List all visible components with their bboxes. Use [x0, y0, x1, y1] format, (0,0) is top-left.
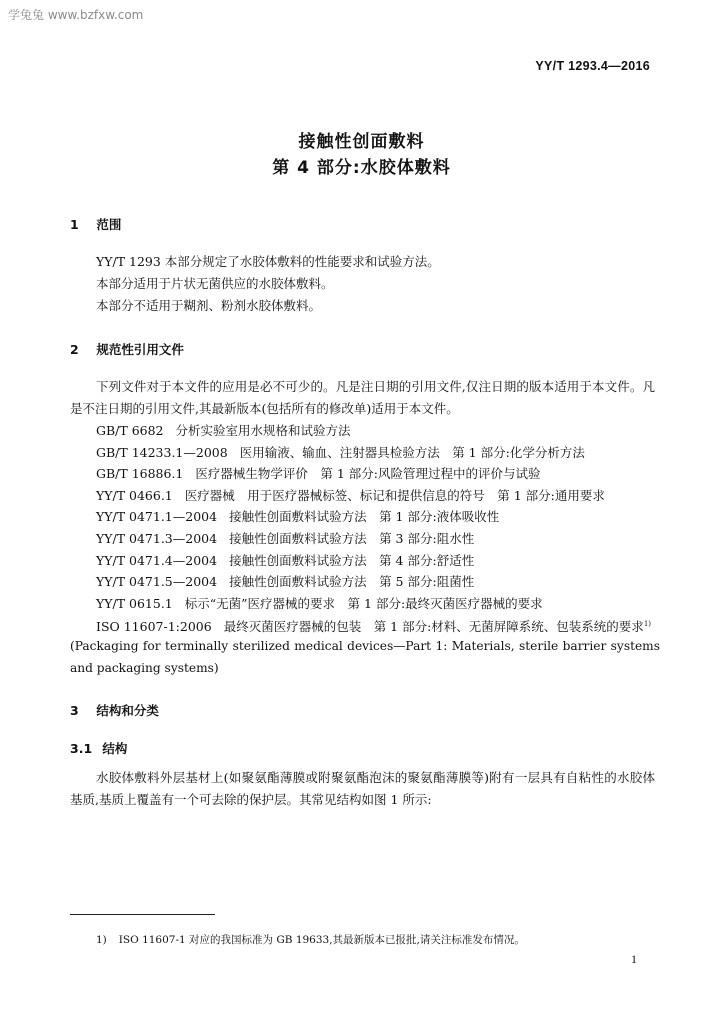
- footnote-mark: 1): [96, 934, 107, 946]
- page-number: 1: [631, 952, 637, 966]
- footnote-text: ISO 11607-1 对应的我国标准为 GB 19633,其最新版本已报批,请关注标准发布情况。: [118, 934, 525, 946]
- section-2-heading: [70, 340, 184, 358]
- reference-title: 医疗器械生物学评价 第 1 部分:风险管理过程中的评价与试验: [195, 466, 541, 482]
- watermark-text: 学兔兔 www.bzfxw.com: [8, 8, 144, 22]
- footnote-reference: 1): [643, 620, 651, 629]
- scope-line-1: YY/T 1293 本部分规定了水胶体敷料的性能要求和试验方法。: [96, 254, 440, 269]
- reference-item: [70, 571, 660, 593]
- reference-title: 接触性创面敷料试验方法 第 1 部分:液体吸收性: [229, 509, 500, 525]
- reference-item: [70, 420, 660, 442]
- structure-paragraph: 水胶体敷料外层基材上(如聚氨酯薄膜或附聚氨酯泡沫的聚氨酯薄膜等)附有一层具有自粘性的水胶体基质,基质上覆盖有一个可去除的保护层。其常见结构如图 1 所示:: [70, 770, 655, 807]
- scope-line-2: 本部分适用于片状无菌供应的水胶体敷料。: [96, 276, 334, 291]
- reference-title: 医用输液、输血、注射器具检验方法 第 1 部分:化学分析方法: [239, 444, 585, 460]
- subsection-3-1-heading: [70, 739, 127, 757]
- reference-title: 医疗器械 用于医疗器械标签、标记和提供信息的符号 第 1 部分:通用要求: [184, 487, 605, 503]
- section-number: 2: [70, 342, 79, 357]
- section-number: 3: [70, 703, 79, 718]
- reference-list: [70, 420, 660, 679]
- subsection-title: 结构: [102, 741, 128, 756]
- reference-code: YY/T 0471.1—2004: [96, 509, 218, 525]
- reference-code: YY/T 0471.5—2004: [96, 574, 218, 590]
- reference-code: GB/T 14233.1—2008: [96, 444, 228, 460]
- reference-code: YY/T 0471.3—2004: [96, 530, 218, 546]
- section-title: 范围: [96, 217, 122, 232]
- reference-code: YY/T 0471.4—2004: [96, 552, 218, 568]
- section-title: 规范性引用文件: [96, 342, 184, 357]
- reference-code: ISO 11607-1:2006: [96, 619, 212, 635]
- section-1-heading: [70, 215, 121, 233]
- reference-code: YY/T 0466.1: [96, 487, 173, 503]
- reference-item: [70, 593, 660, 615]
- reference-code: GB/T 16886.1: [96, 466, 184, 482]
- subsection-number: 3.1: [70, 741, 93, 756]
- footnote: [96, 932, 525, 947]
- reference-item: [70, 614, 660, 636]
- section-number: 1: [70, 217, 79, 232]
- document-code: YY/T 1293.4—2016: [535, 59, 650, 73]
- reference-item: [70, 506, 660, 528]
- scope-line-3: 本部分不适用于糊剂、粉剂水胶体敷料。: [96, 298, 322, 313]
- reference-english-title: (Packaging for terminally sterilized medical devices—Part 1: Materials, sterile barrier systems and packaging systems): [70, 638, 660, 675]
- reference-title: 接触性创面敷料试验方法 第 5 部分:阻菌性: [229, 574, 475, 590]
- section-title: 结构和分类: [96, 703, 159, 718]
- reference-item: [70, 485, 660, 507]
- reference-title: 接触性创面敷料试验方法 第 4 部分:舒适性: [229, 552, 475, 568]
- reference-title: 接触性创面敷料试验方法 第 3 部分:阻水性: [229, 530, 475, 546]
- reference-title: 标示“无菌”医疗器械的要求 第 1 部分:最终灭菌医疗器械的要求: [184, 595, 543, 611]
- document-title: 接触性创面敷料: [298, 132, 425, 152]
- document-subtitle: 第 4 部分:水胶体敷料: [272, 158, 451, 178]
- reference-item: [70, 463, 660, 485]
- reference-code: GB/T 6682: [96, 423, 164, 438]
- reference-item: [70, 550, 660, 572]
- normative-intro-paragraph: 下列文件对于本文件的应用是必不可少的。凡是注日期的引用文件,仅注日期的版本适用于本文件。凡是不注日期的引用文件,其最新版本(包括所有的修改单)适用于本文件。: [70, 379, 655, 416]
- reference-title: 分析实验室用水规格和试验方法: [175, 423, 351, 438]
- reference-title: 最终灭菌医疗器械的包装 第 1 部分:材料、无菌屏障系统、包装系统的要求: [223, 619, 644, 635]
- footnote-divider: [70, 914, 215, 915]
- reference-code: YY/T 0615.1: [96, 595, 173, 611]
- reference-item: [70, 442, 660, 464]
- section-3-heading: [70, 701, 159, 719]
- reference-item: [70, 528, 660, 550]
